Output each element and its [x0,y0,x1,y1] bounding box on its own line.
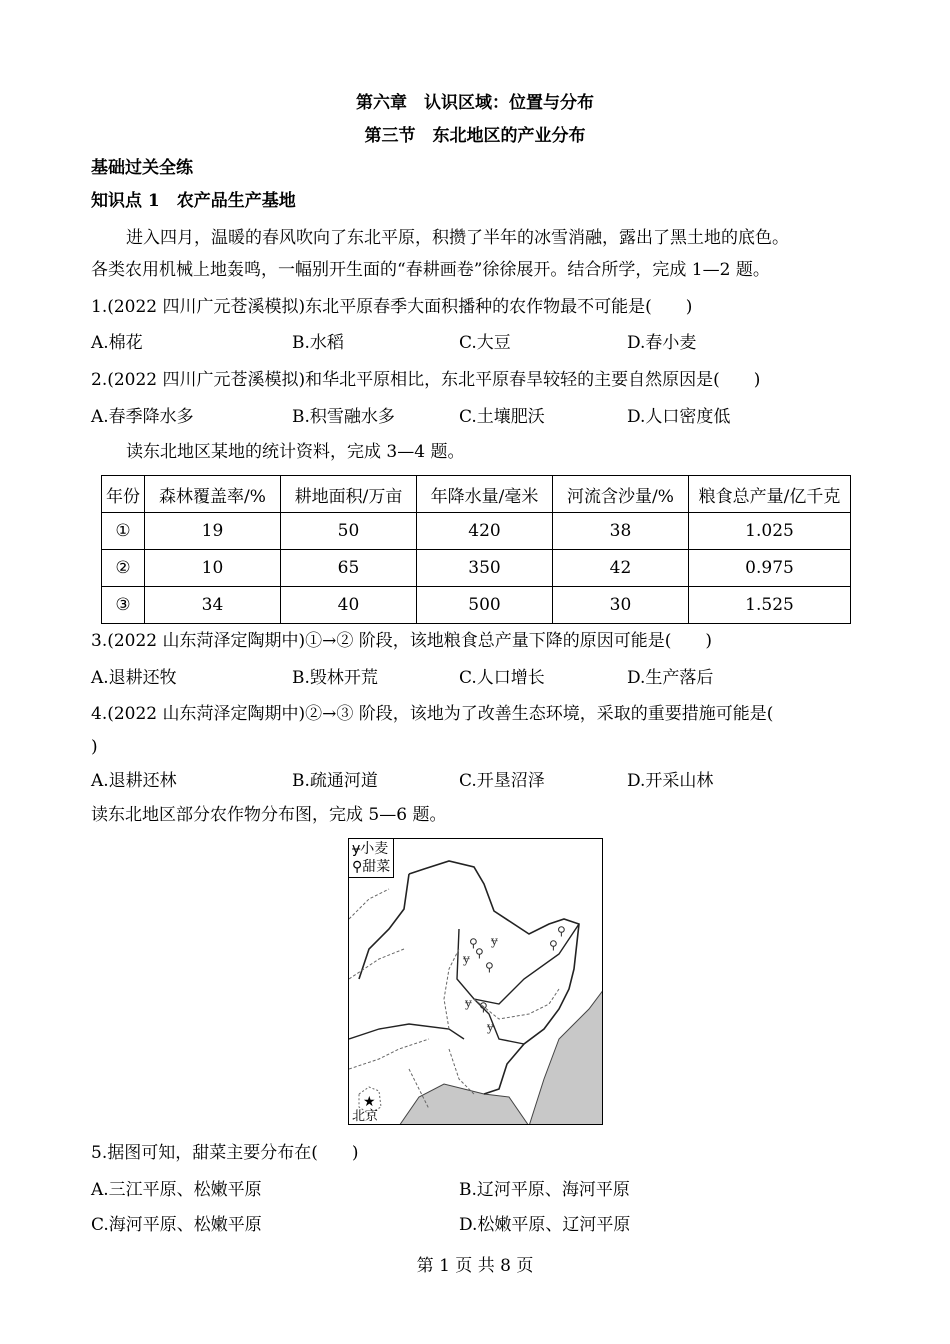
knowledge-point-heading: 知识点 1 农产品生产基地 [91,191,296,211]
header-cell: 粮食总产量/亿千克 [689,476,851,513]
sea-east [529,989,603,1125]
q1-option-b: B.水稻 [292,333,344,353]
table-row [102,513,851,550]
table-row [102,550,851,587]
cell: 1.525 [689,587,851,624]
map-legend [349,839,394,878]
q1-option-d: D.春小麦 [627,333,697,353]
wheat-icon: ɏ [491,934,498,948]
q3-option-c: C.人口增长 [459,668,545,688]
section-heading: 基础过关全练 [91,158,193,178]
q2-option-b: B.积雪融水多 [292,407,395,427]
page-footer: 第 1 页 共 8 页 [416,1256,534,1276]
question-1: 1.(2022 四川广元苍溪模拟)东北平原春季大面积播种的农作物最不可能是( ) [91,297,693,317]
q3-option-a: A.退耕还牧 [91,668,177,688]
cell: 420 [417,513,553,550]
q5-option-a: A.三江平原、松嫩平原 [91,1180,262,1200]
map-intro: 读东北地区部分农作物分布图，完成 5—6 题。 [91,805,447,825]
crop-distribution-map [348,838,603,1125]
q5-option-c: C.海河平原、松嫩平原 [91,1215,262,1235]
statistics-table [101,475,851,624]
table-intro: 读东北地区某地的统计资料，完成 3—4 题。 [126,442,465,462]
legend-wheat: 小麦 [360,841,389,857]
beijing-label: 北京 [352,1109,379,1124]
q4-option-b: B.疏通河道 [292,771,378,791]
beet-icon: ⚲ [469,936,478,950]
question-4-cont: ) [91,737,98,757]
wheat-icon: ɏ [352,841,361,857]
q4-option-c: C.开垦沼泽 [459,771,545,791]
cell: ③ [102,587,145,624]
q1-option-c: C.大豆 [459,333,511,353]
header-cell: 年降水量/毫米 [417,476,553,513]
beet-icon: ⚲ [352,859,363,875]
cell: 0.975 [689,550,851,587]
wheat-icon: ɏ [465,996,472,1010]
cell: 10 [145,550,281,587]
bohai-sea [399,1084,529,1125]
beet-icon: ⚲ [479,1000,488,1014]
question-5: 5.据图可知，甜菜主要分布在( ) [91,1143,359,1163]
cell: 19 [145,513,281,550]
wheat-icon: ɏ [487,1020,494,1034]
q4-option-d: D.开采山林 [627,771,714,791]
q5-option-b: B.辽河平原、海河平原 [459,1180,630,1200]
q5-option-d: D.松嫩平原、辽河平原 [459,1215,631,1235]
cell: 50 [281,513,417,550]
cell: 65 [281,550,417,587]
cell: 38 [553,513,689,550]
question-4: 4.(2022 山东菏泽定陶期中)②→③ 阶段，该地为了改善生态环境，采取的重要措施可能是( [91,704,774,724]
header-cell: 森林覆盖率/% [145,476,281,513]
cell: 500 [417,587,553,624]
q2-option-d: D.人口密度低 [627,407,731,427]
question-3: 3.(2022 山东菏泽定陶期中)①→② 阶段，该地粮食总产量下降的原因可能是( ) [91,631,713,651]
header-cell: 河流含沙量/% [553,476,689,513]
q1-option-a: A.棉花 [91,333,143,353]
star-icon: ★ [363,1094,376,1110]
cell: 40 [281,587,417,624]
header-cell: 年份 [102,476,145,513]
question-2: 2.(2022 四川广元苍溪模拟)和华北平原相比，东北平原春旱较轻的主要自然原因是( ) [91,370,761,390]
q3-option-b: B.毁林开荒 [292,668,378,688]
q2-option-c: C.土壤肥沃 [459,407,545,427]
q2-option-a: A.春季降水多 [91,407,194,427]
chapter-title: 第六章 认识区域：位置与分布 [356,93,594,113]
cell: 1.025 [689,513,851,550]
q4-option-a: A.退耕还林 [91,771,177,791]
table-header-row [102,476,851,513]
cell: 42 [553,550,689,587]
cell: 350 [417,550,553,587]
q3-option-d: D.生产落后 [627,668,714,688]
beet-icon: ⚲ [485,960,494,974]
cell: ① [102,513,145,550]
table-row [102,587,851,624]
header-cell: 耕地面积/万亩 [281,476,417,513]
beet-icon: ⚲ [475,946,484,960]
beet-icon: ⚲ [557,924,566,938]
cell: ② [102,550,145,587]
intro-paragraph-cont: 各类农用机械上地轰鸣，一幅别开生面的“春耕画卷”徐徐展开。结合所学，完成 1—2 题。 [91,260,770,280]
legend-beet: 甜菜 [362,859,391,875]
wheat-icon: ɏ [463,952,470,966]
beet-icon: ⚲ [549,938,558,952]
intro-paragraph: 进入四月，温暖的春风吹向了东北平原，积攒了半年的冰雪消融，露出了黑土地的底色。 [126,228,789,248]
map-drawing [349,839,603,1125]
cell: 34 [145,587,281,624]
cell: 30 [553,587,689,624]
section-title: 第三节 东北地区的产业分布 [364,126,586,146]
